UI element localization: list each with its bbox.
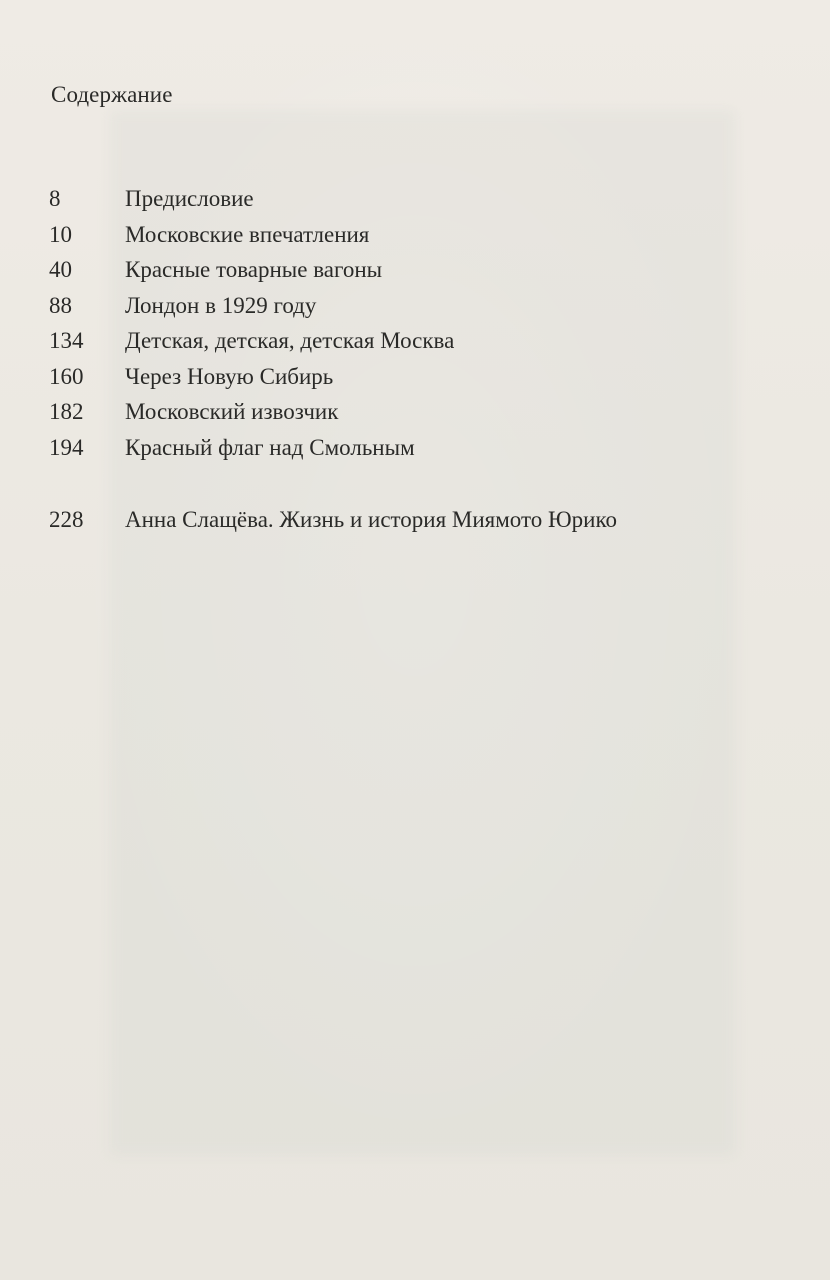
toc-heading: Содержание (51, 82, 173, 107)
toc-chapter-title: Предисловие (125, 186, 254, 211)
toc-page-number: 88 (49, 292, 72, 318)
toc-chapter-title: Анна Слащёва. Жизнь и история Миямото Юрико (125, 507, 617, 532)
toc-entry (49, 430, 809, 466)
toc-page-number: 160 (49, 363, 84, 389)
toc-entry (49, 502, 809, 538)
toc-chapter-title: Детская, детская, детская Москва (125, 328, 455, 353)
toc-page-number: 134 (49, 328, 84, 353)
toc-chapter-title: Через Новую Сибирь (125, 363, 334, 389)
toc-page-number: 8 (49, 186, 61, 211)
toc-entry (49, 181, 809, 217)
toc-page-number: 40 (49, 257, 72, 282)
toc-entry (49, 394, 809, 430)
toc-page-number: 10 (49, 221, 72, 247)
toc-chapter-title: Красные товарные вагоны (125, 257, 383, 282)
toc-entry (49, 323, 809, 359)
table-of-contents (49, 181, 809, 538)
toc-entry (49, 359, 809, 395)
toc-entry (49, 217, 809, 253)
toc-page-number: 182 (49, 399, 84, 424)
toc-chapter-title: Красный флаг над Смольным (125, 434, 415, 460)
toc-page-number: 194 (49, 434, 84, 460)
toc-entry (49, 288, 809, 324)
toc-page-number: 228 (49, 507, 84, 532)
toc-chapter-title: Московские впечатления (125, 221, 370, 247)
toc-chapter-title: Московский извозчик (125, 399, 339, 424)
toc-entry (49, 252, 809, 288)
toc-chapter-title: Лондон в 1929 году (125, 292, 317, 318)
